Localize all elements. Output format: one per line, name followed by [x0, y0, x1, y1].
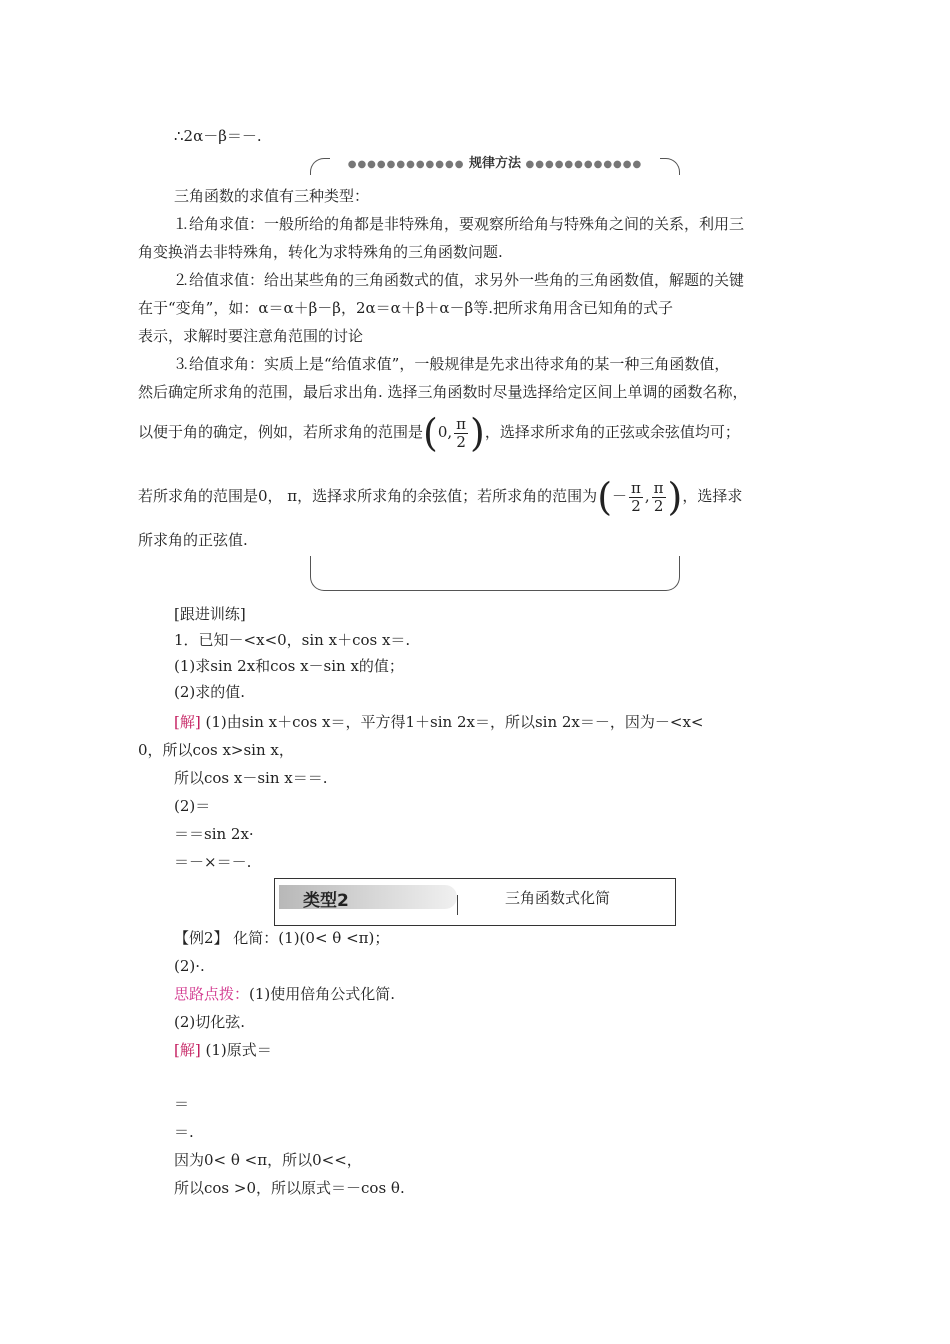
text-line: [174, 712, 703, 732]
solution-marker: [解]: [174, 1041, 201, 1059]
text-line: [174, 1040, 272, 1060]
text-line: ⒊给值求角：实质上是“给值求值”，一般规律是先求出待求角的某一种三角函数值，: [174, 355, 730, 373]
text-line: 0，所以cos x>sin x，: [138, 741, 294, 759]
paren-left: (: [423, 411, 438, 455]
text-line: (2)＝: [174, 797, 211, 815]
text-line: 角变换消去非特殊角，转化为求特殊角的三角函数问题.: [138, 243, 503, 261]
text-line: (2)切化弦.: [174, 1013, 246, 1031]
text-segment: 若所求角的范围是0， π，选择求所求角的余弦值；若所求角的范围为: [138, 487, 598, 505]
text-segment: 以便于角的确定，例如，若所求角的范围是: [138, 423, 424, 441]
type-tab: [279, 885, 457, 909]
method-box-title: [330, 152, 660, 171]
minus-sign: －: [612, 487, 628, 505]
text-line: [174, 984, 395, 1004]
text-line: (2)求的值.: [174, 683, 246, 701]
type-title: 三角函数式化简: [505, 889, 611, 907]
paren-right: ): [667, 475, 683, 519]
text-line: 【例2】 化简：(1)(0< θ <π)；: [174, 929, 390, 947]
text-line: 以便于角的确定，例如，若所求角的范围是(0, $\frac{\pi}{2}$ )，选择求所求角的正弦或余弦值均可；: [138, 411, 740, 455]
text-line: ⒉给值求值：给出某些角的三角函数式的值，求另外一些角的三角函数值，解题的关键: [174, 271, 745, 289]
text-line: ＝: [174, 1095, 190, 1113]
text-line: 在于“变角”，如：α＝α＋β－β，2α＝α＋β＋α－β等.把所求角用含已知角的式子: [138, 299, 673, 317]
fraction: $\frac{\pi}{2}$: [631, 478, 641, 515]
interval-left-value: 0: [437, 423, 448, 441]
text-line: 所求角的正弦值.: [138, 531, 248, 549]
text-line: ⒈给角求值：一般所给的角都是非特殊角，要观察所给角与特殊角之间的关系，利用三: [174, 215, 745, 233]
text-line: 因为0< θ <π，所以0<<，: [174, 1151, 362, 1169]
text-line: 1．已知－<x<0，sin x＋cos x＝.: [174, 631, 411, 649]
fraction: $\frac{\pi}{2}$: [456, 414, 467, 451]
text-line: ∴2α－β＝－.: [174, 127, 262, 145]
text-line: ＝＝sin 2x·: [174, 825, 254, 843]
text-line: 所以cos x－sin x＝＝.: [174, 769, 328, 787]
text-line: [跟进训练]: [174, 605, 246, 623]
paren-left: (: [597, 475, 613, 519]
method-box-bottom-frame: [310, 556, 680, 591]
text-line: ＝－×＝－.: [174, 853, 252, 871]
fraction: $\frac{\pi}{2}$: [653, 478, 664, 515]
text-line: (2)·.: [174, 957, 205, 975]
type-section-box: [274, 878, 676, 926]
text-segment: ，选择求所求角的正弦或余弦值均可；: [484, 423, 740, 441]
dots-decoration: ●●●●●●●●●●●●: [525, 159, 643, 170]
text-segment: (1)由sin x＋cos x＝，平方得1＋sin 2x＝，所以sin 2x＝－，因为－<x<: [200, 713, 704, 731]
text-line: 所以cos >0，所以原式＝－cos θ.: [174, 1179, 405, 1197]
solution-marker: [解]: [174, 713, 201, 731]
text-line: ＝.: [174, 1123, 194, 1141]
hint-marker: 思路点拨：: [174, 985, 250, 1003]
text-segment: ，选择求: [682, 487, 743, 505]
text-line: 表示，求解时要注意角范围的讨论: [138, 327, 364, 345]
paren-right: ): [470, 411, 485, 455]
text-segment: (1)原式＝: [200, 1041, 272, 1059]
text-line: 三角函数的求值有三种类型：: [174, 187, 370, 205]
text-segment: (1)使用倍角公式化简.: [249, 985, 396, 1003]
text-line: 然后确定所求角的范围，最后求出角. 选择三角函数时尽量选择给定区间上单调的函数名称，: [138, 383, 748, 401]
type-label: 类型2: [303, 891, 349, 911]
text-line: 若所求角的范围是0， π，选择求所求角的余弦值；若所求角的范围为(－ $\frac{\pi}{2}$ , $\frac{\pi}{2}$ )，选择求: [138, 475, 743, 519]
dots-decoration: ●●●●●●●●●●●●: [347, 159, 465, 170]
divider: [457, 895, 458, 915]
method-title-text: 规律方法: [468, 156, 521, 171]
text-line: (1)求sin 2x和cos x－sin x的值；: [174, 657, 404, 675]
